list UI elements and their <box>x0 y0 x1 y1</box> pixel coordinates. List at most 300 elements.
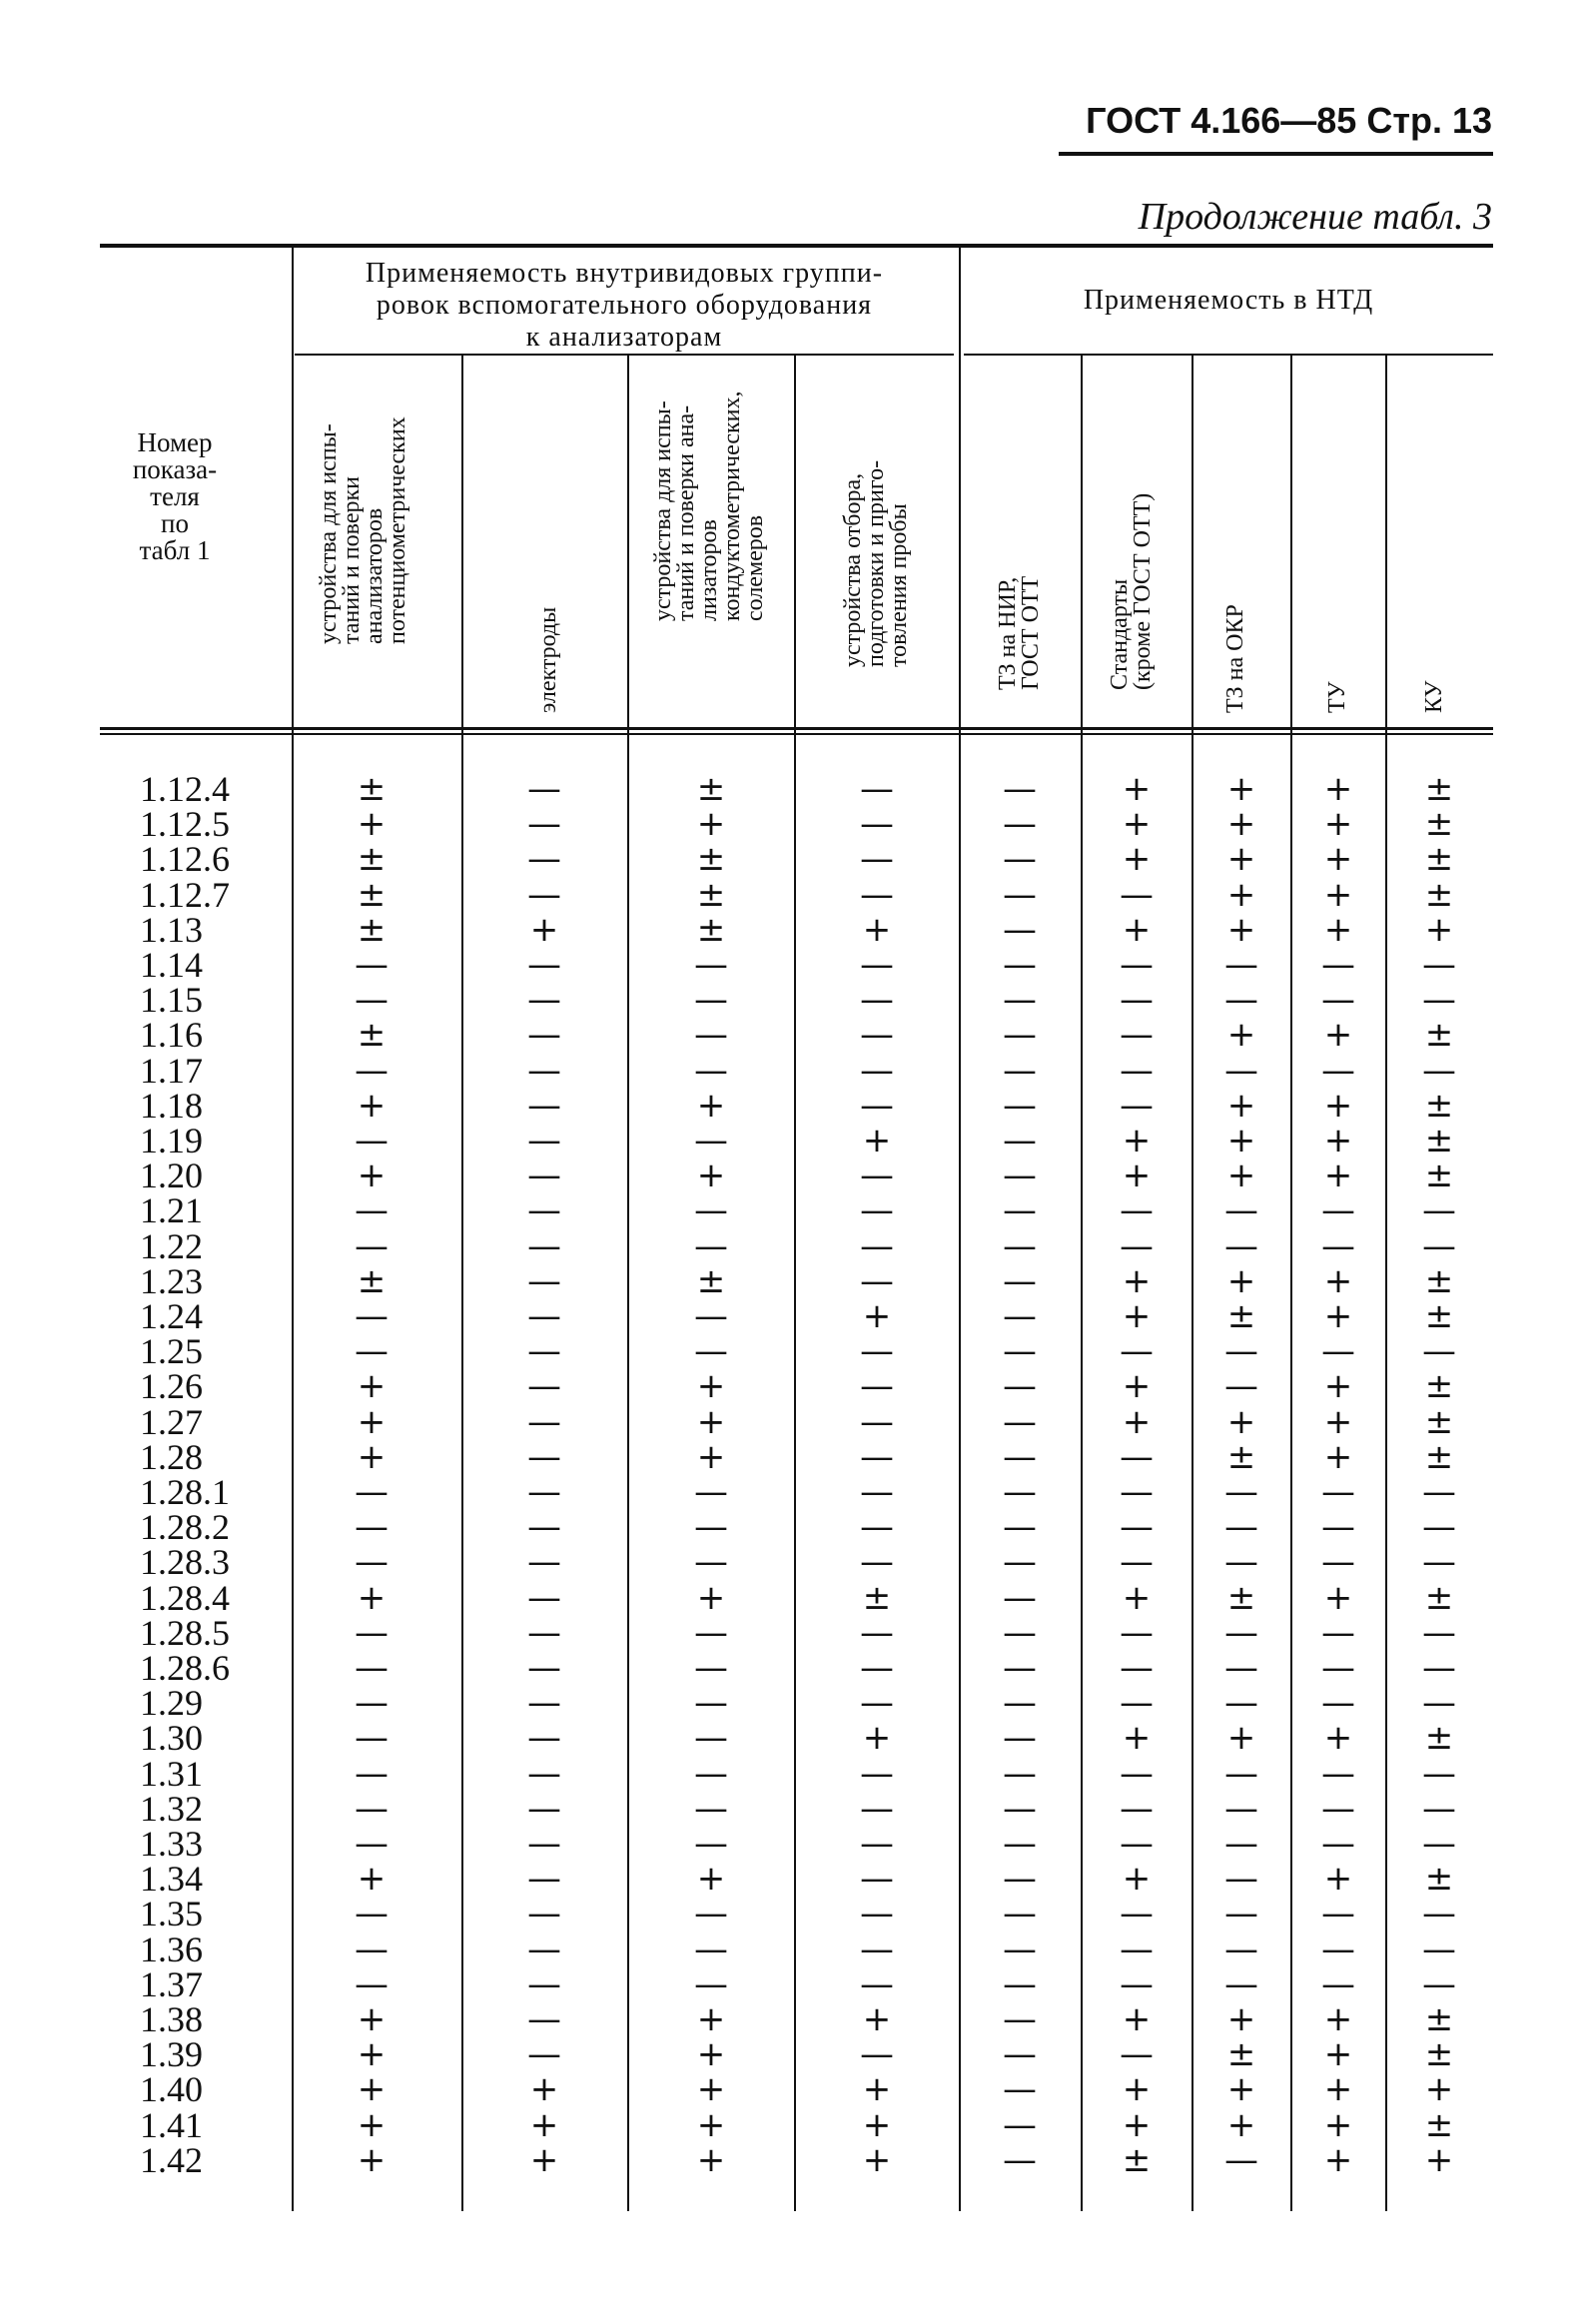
table-row <box>0 1085 1587 1126</box>
table-cell: + <box>1226 874 1256 915</box>
table-cell: + <box>1323 1121 1353 1161</box>
table-cell: — <box>1224 1331 1258 1372</box>
table-cell: — <box>694 1542 728 1583</box>
table-cell: — <box>1003 2034 1037 2075</box>
table-cell: + <box>1323 1015 1353 1056</box>
table-cell: — <box>694 1472 728 1512</box>
table-cell: + <box>1226 2069 1256 2110</box>
table-cell: — <box>527 1683 561 1724</box>
table-cell: — <box>694 1683 728 1724</box>
table-cell: — <box>1224 2139 1258 2180</box>
table-cell: + <box>1323 1296 1353 1336</box>
table-cell: — <box>527 1788 561 1829</box>
table-cell: + <box>357 1436 387 1477</box>
row-number: 1.16 <box>140 1015 203 1056</box>
table-row <box>0 1577 1587 1618</box>
table-cell: + <box>357 1577 387 1618</box>
table-row <box>0 2034 1587 2075</box>
table-cell: — <box>527 1156 561 1196</box>
table-cell: — <box>694 1121 728 1161</box>
table-cell: — <box>860 1894 894 1935</box>
table-cell: — <box>527 1015 561 1056</box>
table-cell: — <box>1003 1788 1037 1829</box>
table-cell: — <box>1003 1929 1037 1969</box>
table-row <box>0 1260 1587 1301</box>
table-cell: + <box>1226 2104 1256 2145</box>
table-cell: — <box>1422 1753 1456 1794</box>
table-cell: — <box>1224 1788 1258 1829</box>
group2-underline <box>964 354 1493 356</box>
table-cell: — <box>860 1929 894 1969</box>
table-cell: — <box>1224 1366 1258 1407</box>
table-row <box>0 1718 1587 1759</box>
row-number: 1.12.7 <box>140 874 230 915</box>
table-cell: — <box>1321 1929 1355 1969</box>
table-cell: — <box>1224 1507 1258 1548</box>
group2-header: Применяемость в НТД <box>1083 285 1374 316</box>
table-cell: — <box>1224 1963 1258 2004</box>
row-number: 1.37 <box>140 1963 203 2004</box>
table-cell: + <box>696 2034 726 2075</box>
row-number: 1.26 <box>140 1366 203 1407</box>
table-cell: — <box>1422 1050 1456 1091</box>
row-number: 1.28.2 <box>140 1507 230 1548</box>
table-cell: — <box>355 1296 389 1336</box>
table-row <box>0 2104 1587 2145</box>
table-cell: + <box>1323 769 1353 809</box>
table-cell: — <box>1321 945 1355 985</box>
table-row <box>0 874 1587 915</box>
table-cell: + <box>862 1296 892 1336</box>
row-number: 1.38 <box>140 1999 203 2039</box>
table-cell: — <box>527 1542 561 1583</box>
table-cell: — <box>527 1753 561 1794</box>
table-cell: — <box>694 1296 728 1336</box>
table-cell: + <box>1226 839 1256 880</box>
table-row <box>0 769 1587 809</box>
table-row <box>0 1683 1587 1724</box>
table-cell: — <box>527 1296 561 1336</box>
table-cell: ± <box>862 1577 892 1618</box>
table-cell: + <box>862 2104 892 2145</box>
table-cell: — <box>860 874 894 915</box>
table-cell: ± <box>1424 1999 1454 2039</box>
table-row <box>0 804 1587 845</box>
table-cell: — <box>527 945 561 985</box>
table-cell: ± <box>1424 804 1454 845</box>
table-cell: + <box>1226 1718 1256 1759</box>
table-cell: + <box>1122 1366 1152 1407</box>
table-cell: + <box>1323 1859 1353 1900</box>
table-cell: — <box>694 1753 728 1794</box>
table-row <box>0 1156 1587 1196</box>
table-cell: — <box>527 1331 561 1372</box>
table-cell: — <box>860 1507 894 1548</box>
table-cell: — <box>527 1436 561 1477</box>
table-cell: — <box>1224 1683 1258 1724</box>
row-number: 1.40 <box>140 2069 203 2110</box>
table-cell: — <box>1422 1190 1456 1231</box>
table-cell: + <box>1122 1859 1152 1900</box>
table-cell: — <box>355 1894 389 1935</box>
table-top-rule <box>100 244 1493 248</box>
row-number: 1.28.3 <box>140 1542 230 1583</box>
table-cell: + <box>862 909 892 950</box>
table-cell: — <box>527 1472 561 1512</box>
table-cell: ± <box>1424 769 1454 809</box>
table-row <box>0 980 1587 1021</box>
table-cell: — <box>1120 1050 1154 1091</box>
table-cell: — <box>1003 1753 1037 1794</box>
table-cell: ± <box>696 839 726 880</box>
table-cell: — <box>1224 1648 1258 1688</box>
table-row <box>0 1296 1587 1336</box>
table-cell: — <box>860 1683 894 1724</box>
table-cell: — <box>355 1788 389 1829</box>
table-cell: + <box>357 2139 387 2180</box>
table-cell: — <box>860 1963 894 2004</box>
table-cell: — <box>860 1050 894 1091</box>
table-cell: + <box>1323 2034 1353 2075</box>
table-cell: — <box>1422 1963 1456 2004</box>
table-cell: — <box>1003 1507 1037 1548</box>
table-cell: — <box>1120 1507 1154 1548</box>
table-cell: — <box>1003 945 1037 985</box>
table-cell: — <box>1422 945 1456 985</box>
table-cell: + <box>1323 1366 1353 1407</box>
table-cell: + <box>1122 2069 1152 2110</box>
row-number: 1.14 <box>140 945 203 985</box>
table-cell: + <box>1122 1296 1152 1336</box>
table-cell: — <box>1224 1929 1258 1969</box>
table-cell: ± <box>1424 1156 1454 1196</box>
table-cell: + <box>696 1859 726 1900</box>
table-cell: + <box>1226 1156 1256 1196</box>
table-cell: — <box>527 1225 561 1266</box>
row-number: 1.28.1 <box>140 1472 230 1512</box>
table-cell: + <box>696 2139 726 2180</box>
table-cell: — <box>1120 980 1154 1021</box>
table-cell: — <box>1003 1436 1037 1477</box>
table-cell: — <box>527 1718 561 1759</box>
table-cell: + <box>1122 909 1152 950</box>
table-cell: — <box>355 1963 389 2004</box>
row-number: 1.29 <box>140 1683 203 1724</box>
table-cell: — <box>1003 1156 1037 1196</box>
table-cell: — <box>1003 1894 1037 1935</box>
table-row <box>0 1401 1587 1442</box>
table-cell: + <box>862 2069 892 2110</box>
table-cell: — <box>355 980 389 1021</box>
row-number: 1.12.4 <box>140 769 230 809</box>
table-cell: — <box>355 1612 389 1653</box>
table-cell: + <box>357 804 387 845</box>
table-cell: + <box>862 1121 892 1161</box>
table-cell: — <box>1224 1190 1258 1231</box>
table-cell: — <box>527 1085 561 1126</box>
table-cell: — <box>1003 1999 1037 2039</box>
table-cell: + <box>696 1156 726 1196</box>
table-cell: — <box>694 1824 728 1864</box>
table-cell: — <box>860 980 894 1021</box>
table-cell: — <box>527 1824 561 1864</box>
table-cell: — <box>1003 1401 1037 1442</box>
table-cell: ± <box>1424 1401 1454 1442</box>
table-cell: — <box>1321 1683 1355 1724</box>
table-cell: — <box>1321 1894 1355 1935</box>
table-row <box>0 1436 1587 1477</box>
table-cell: — <box>1120 1190 1154 1231</box>
table-cell: ± <box>357 839 387 880</box>
table-cell: ± <box>357 909 387 950</box>
table-cell: — <box>527 874 561 915</box>
table-cell: — <box>1003 1472 1037 1512</box>
header-rule <box>1059 152 1493 156</box>
table-cell: — <box>355 1472 389 1512</box>
table-cell: — <box>694 1190 728 1231</box>
table-cell: + <box>1323 909 1353 950</box>
table-continuation-label: Продолжение табл. 3 <box>1138 196 1492 238</box>
table-row <box>0 1648 1587 1688</box>
row-number: 1.13 <box>140 909 203 950</box>
table-cell: — <box>355 1683 389 1724</box>
table-cell: — <box>860 1331 894 1372</box>
row-number: 1.34 <box>140 1859 203 1900</box>
table-cell: — <box>527 1648 561 1688</box>
table-cell: — <box>694 1507 728 1548</box>
row-number: 1.12.5 <box>140 804 230 845</box>
table-cell: ± <box>1122 2139 1152 2180</box>
table-cell: + <box>1122 2104 1152 2145</box>
table-cell: — <box>1003 839 1037 880</box>
table-cell: + <box>1122 1401 1152 1442</box>
row-number: 1.27 <box>140 1401 203 1442</box>
table-cell: ± <box>357 874 387 915</box>
table-cell: + <box>862 1999 892 2039</box>
table-cell: — <box>1120 1788 1154 1829</box>
table-cell: — <box>527 980 561 1021</box>
table-cell: — <box>1422 1225 1456 1266</box>
row-number: 1.17 <box>140 1050 203 1091</box>
table-cell: — <box>355 1718 389 1759</box>
table-cell: — <box>1003 1683 1037 1724</box>
table-cell: — <box>527 1507 561 1548</box>
table-cell: + <box>357 1401 387 1442</box>
table-cell: + <box>1226 1015 1256 1056</box>
table-cell: — <box>1224 980 1258 1021</box>
table-cell: + <box>1226 1121 1256 1161</box>
table-cell: — <box>1003 1331 1037 1372</box>
table-cell: — <box>1321 1824 1355 1864</box>
table-cell: — <box>1422 980 1456 1021</box>
table-cell: — <box>1003 1718 1037 1759</box>
table-cell: + <box>1323 2104 1353 2145</box>
table-cell: — <box>1224 945 1258 985</box>
table-cell: — <box>1003 1050 1037 1091</box>
table-cell: — <box>694 1963 728 2004</box>
table-cell: — <box>527 1859 561 1900</box>
row-number: 1.39 <box>140 2034 203 2075</box>
table-cell: — <box>860 1260 894 1301</box>
table-cell: + <box>529 2139 559 2180</box>
table-cell: — <box>694 1648 728 1688</box>
row-number: 1.42 <box>140 2139 203 2180</box>
table-cell: — <box>1003 1296 1037 1336</box>
table-cell: + <box>1226 1085 1256 1126</box>
row-number: 1.20 <box>140 1156 203 1196</box>
table-cell: — <box>527 1366 561 1407</box>
table-cell: — <box>1003 1542 1037 1583</box>
table-cell: — <box>860 1542 894 1583</box>
table-cell: — <box>694 1331 728 1372</box>
table-cell: ± <box>1424 839 1454 880</box>
table-cell: — <box>860 1824 894 1864</box>
table-cell: — <box>1003 1366 1037 1407</box>
table-cell: — <box>527 1612 561 1653</box>
table-cell: + <box>1226 1401 1256 1442</box>
table-cell: + <box>1323 1718 1353 1759</box>
table-row <box>0 1612 1587 1653</box>
table-cell: + <box>696 1085 726 1126</box>
table-cell: — <box>1120 1085 1154 1126</box>
table-cell: — <box>860 1085 894 1126</box>
row-number: 1.41 <box>140 2104 203 2145</box>
table-cell: — <box>860 1401 894 1442</box>
table-cell: + <box>357 2034 387 2075</box>
table-row <box>0 1929 1587 1969</box>
table-cell: ± <box>696 1260 726 1301</box>
table-row <box>0 1331 1587 1372</box>
table-cell: + <box>357 2069 387 2110</box>
table-cell: + <box>357 1999 387 2039</box>
table-cell: — <box>694 1929 728 1969</box>
table-row <box>0 1015 1587 1056</box>
table-cell: + <box>1424 2139 1454 2180</box>
row-number: 1.36 <box>140 1929 203 1969</box>
table-cell: — <box>1224 1472 1258 1512</box>
page-header: ГОСТ 4.166—85 Стр. 13 <box>1086 100 1492 141</box>
table-cell: — <box>860 1225 894 1266</box>
table-cell: — <box>355 1753 389 1794</box>
table-cell: — <box>1120 1824 1154 1864</box>
table-cell: — <box>355 1190 389 1231</box>
table-cell: — <box>1321 1190 1355 1231</box>
table-cell: — <box>527 1050 561 1091</box>
table-cell: — <box>1422 1612 1456 1653</box>
table-row <box>0 1894 1587 1935</box>
table-cell: — <box>527 2034 561 2075</box>
table-cell: + <box>529 2104 559 2145</box>
table-cell: — <box>527 1190 561 1231</box>
table-cell: + <box>1323 839 1353 880</box>
table-cell: — <box>527 1577 561 1618</box>
row-number: 1.32 <box>140 1788 203 1829</box>
row-number: 1.15 <box>140 980 203 1021</box>
table-cell: + <box>696 2069 726 2110</box>
table-cell: — <box>1422 1894 1456 1935</box>
table-cell: — <box>527 839 561 880</box>
table-cell: — <box>1003 874 1037 915</box>
table-cell: — <box>1224 1542 1258 1583</box>
table-cell: ± <box>1424 1085 1454 1126</box>
table-cell: + <box>1122 839 1152 880</box>
table-cell: — <box>1003 980 1037 1021</box>
table-cell: — <box>860 1648 894 1688</box>
table-cell: ± <box>357 1260 387 1301</box>
table-cell: — <box>1003 2104 1037 2145</box>
table-cell: + <box>1323 2069 1353 2110</box>
table-cell: — <box>1120 874 1154 915</box>
table-cell: + <box>529 2069 559 2110</box>
table-cell: ± <box>1226 1577 1256 1618</box>
table-cell: — <box>355 1050 389 1091</box>
row-number: 1.28.6 <box>140 1648 230 1688</box>
table-cell: — <box>1120 1753 1154 1794</box>
row-number: 1.12.6 <box>140 839 230 880</box>
table-cell: — <box>1003 909 1037 950</box>
table-cell: — <box>1003 1225 1037 1266</box>
table-cell: + <box>1122 1156 1152 1196</box>
table-cell: — <box>1321 1612 1355 1653</box>
table-cell: — <box>1120 1542 1154 1583</box>
table-cell: — <box>1422 1824 1456 1864</box>
table-cell: — <box>1003 1015 1037 1056</box>
table-cell: + <box>696 1436 726 1477</box>
table-cell: — <box>694 1612 728 1653</box>
table-cell: — <box>1224 1824 1258 1864</box>
table-cell: + <box>696 1577 726 1618</box>
row-number: 1.18 <box>140 1085 203 1126</box>
table-cell: — <box>860 1612 894 1653</box>
table-cell: — <box>355 1929 389 1969</box>
table-cell: + <box>696 1366 726 1407</box>
table-cell: + <box>1122 1121 1152 1161</box>
table-row <box>0 1121 1587 1161</box>
table-cell: — <box>860 839 894 880</box>
table-cell: — <box>1321 1963 1355 2004</box>
table-cell: ± <box>1424 1366 1454 1407</box>
table-cell: — <box>860 1366 894 1407</box>
table-cell: — <box>1321 1472 1355 1512</box>
row-number: 1.19 <box>140 1121 203 1161</box>
table-cell: ± <box>1424 1436 1454 1477</box>
header-bottom-rule <box>100 727 1493 730</box>
table-cell: — <box>1422 1929 1456 1969</box>
table-cell: + <box>1323 2139 1353 2180</box>
table-cell: ± <box>1424 1260 1454 1301</box>
table-cell: + <box>696 1999 726 2039</box>
table-cell: ± <box>1424 1718 1454 1759</box>
table-row <box>0 1472 1587 1512</box>
table-cell: + <box>862 1718 892 1759</box>
table-cell: — <box>1120 2034 1154 2075</box>
table-cell: — <box>527 769 561 809</box>
table-cell: + <box>1122 1999 1152 2039</box>
table-cell: — <box>694 1788 728 1829</box>
table-cell: — <box>860 1472 894 1512</box>
table-cell: — <box>694 1050 728 1091</box>
table-cell: ± <box>1424 2034 1454 2075</box>
table-cell: — <box>1003 1085 1037 1126</box>
table-cell: + <box>1122 1260 1152 1301</box>
table-cell: + <box>357 1085 387 1126</box>
table-cell: ± <box>1424 1121 1454 1161</box>
table-cell: + <box>1323 1085 1353 1126</box>
table-cell: — <box>1422 1542 1456 1583</box>
table-cell: — <box>1224 1612 1258 1653</box>
table-cell: — <box>1003 2139 1037 2180</box>
table-cell: — <box>1422 1331 1456 1372</box>
